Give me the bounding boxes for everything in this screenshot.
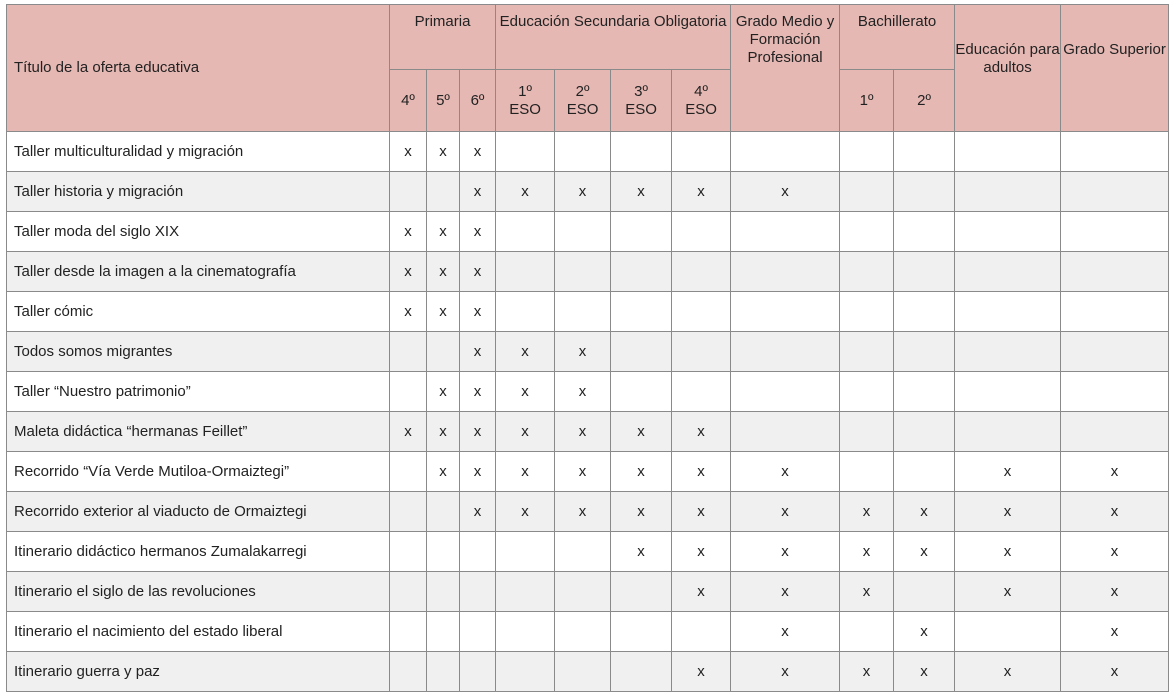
level-cell <box>611 212 672 252</box>
table-row <box>7 532 1169 572</box>
offer-title: Recorrido exterior al viaducto de Ormaiztegi <box>7 492 390 532</box>
level-cell <box>496 612 555 652</box>
availability-mark: x <box>473 263 482 280</box>
level-cell <box>611 132 672 172</box>
level-cell <box>1061 292 1169 332</box>
level-cell <box>1061 212 1169 252</box>
level-cell <box>955 532 1061 572</box>
availability-mark: x <box>439 223 447 240</box>
availability-mark: x <box>637 503 645 520</box>
offer-title: Itinerario el siglo de las revoluciones <box>7 572 390 612</box>
level-cell <box>460 412 496 452</box>
column-header-eso-3: 3º ESO <box>611 70 672 132</box>
availability-mark: x <box>439 423 447 440</box>
level-cell <box>1061 412 1169 452</box>
level-cell <box>390 652 427 692</box>
level-cell <box>894 212 955 252</box>
level-cell <box>460 572 496 612</box>
level-cell <box>955 332 1061 372</box>
offer-title: Itinerario el nacimiento del estado liberal <box>7 612 390 652</box>
level-cell <box>427 412 460 452</box>
table-row <box>7 572 1169 612</box>
level-cell <box>496 332 555 372</box>
level-cell <box>1061 612 1169 652</box>
column-header-eso-4: 4º ESO <box>672 70 731 132</box>
table-row <box>7 172 1169 212</box>
availability-mark: x <box>521 423 529 440</box>
availability-mark: x <box>521 463 529 480</box>
level-cell <box>555 212 611 252</box>
availability-mark: x <box>637 423 645 440</box>
table-row <box>7 652 1169 692</box>
level-cell <box>731 452 840 492</box>
level-cell <box>460 172 496 212</box>
level-cell <box>894 652 955 692</box>
level-cell <box>427 532 460 572</box>
level-cell <box>672 452 731 492</box>
level-cell <box>427 252 460 292</box>
level-cell <box>496 372 555 412</box>
table-row <box>7 412 1169 452</box>
availability-mark: x <box>439 143 447 160</box>
level-cell <box>672 252 731 292</box>
level-cell <box>427 372 460 412</box>
availability-mark: x <box>1110 503 1119 520</box>
level-cell <box>611 412 672 452</box>
availability-mark: x <box>1003 543 1012 560</box>
level-cell <box>672 612 731 652</box>
availability-mark: x <box>697 543 705 560</box>
level-cell <box>840 652 894 692</box>
table-row <box>7 332 1169 372</box>
table-row <box>7 452 1169 492</box>
level-cell <box>955 212 1061 252</box>
level-cell <box>672 372 731 412</box>
availability-mark: x <box>578 183 587 200</box>
availability-mark: x <box>473 303 482 320</box>
level-cell <box>555 252 611 292</box>
level-cell <box>460 292 496 332</box>
level-cell <box>390 412 427 452</box>
availability-mark: x <box>920 503 928 520</box>
availability-mark: x <box>1110 623 1119 640</box>
table-row <box>7 292 1169 332</box>
level-cell <box>731 652 840 692</box>
level-cell <box>427 572 460 612</box>
availability-mark: x <box>521 343 529 360</box>
offer-title: Taller “Nuestro patrimonio” <box>7 372 390 412</box>
level-cell <box>611 652 672 692</box>
availability-mark: x <box>697 663 705 680</box>
offer-title: Taller historia y migración <box>7 172 390 212</box>
level-cell <box>731 172 840 212</box>
level-cell <box>1061 652 1169 692</box>
availability-mark: x <box>473 343 482 360</box>
availability-mark: x <box>781 503 789 520</box>
level-cell <box>460 212 496 252</box>
level-cell <box>955 412 1061 452</box>
level-cell <box>894 372 955 412</box>
level-cell <box>611 172 672 212</box>
column-header-adultos: Educación para adultos <box>955 5 1061 132</box>
level-cell <box>955 572 1061 612</box>
level-cell <box>427 452 460 492</box>
availability-mark: x <box>637 543 645 560</box>
level-cell <box>672 652 731 692</box>
level-cell <box>555 412 611 452</box>
level-cell <box>840 532 894 572</box>
level-cell <box>390 532 427 572</box>
level-cell <box>731 132 840 172</box>
availability-mark: x <box>862 583 871 600</box>
availability-mark: x <box>637 463 645 480</box>
column-header-grado-medio: Grado Medio y Formación Profesional <box>731 5 840 132</box>
availability-mark: x <box>473 223 482 240</box>
level-cell <box>672 332 731 372</box>
level-cell <box>731 532 840 572</box>
level-cell <box>390 132 427 172</box>
level-cell <box>555 532 611 572</box>
level-cell <box>731 372 840 412</box>
level-cell <box>460 332 496 372</box>
availability-mark: x <box>1003 503 1012 520</box>
table-row <box>7 212 1169 252</box>
availability-mark: x <box>697 503 705 520</box>
column-group-eso: Educación Secundaria Obligatoria <box>496 5 731 70</box>
availability-mark: x <box>473 463 482 480</box>
level-cell <box>955 172 1061 212</box>
availability-mark: x <box>781 583 789 600</box>
offer-title: Taller cómic <box>7 292 390 332</box>
level-cell <box>496 412 555 452</box>
level-cell <box>1061 452 1169 492</box>
level-cell <box>894 332 955 372</box>
level-cell <box>460 652 496 692</box>
availability-mark: x <box>781 463 789 480</box>
column-header-bachillerato-2: 2º <box>894 70 955 132</box>
level-cell <box>460 532 496 572</box>
column-header-eso-1: 1º ESO <box>496 70 555 132</box>
level-cell <box>611 332 672 372</box>
level-cell <box>496 532 555 572</box>
level-cell <box>840 172 894 212</box>
level-cell <box>390 452 427 492</box>
column-group-primaria: Primaria <box>390 5 496 70</box>
level-cell <box>894 172 955 212</box>
level-cell <box>672 572 731 612</box>
availability-mark: x <box>781 183 789 200</box>
column-header-eso-2: 2º ESO <box>555 70 611 132</box>
column-header-bachillerato-1: 1º <box>840 70 894 132</box>
availability-mark: x <box>1110 543 1119 560</box>
level-cell <box>894 572 955 612</box>
level-cell <box>731 212 840 252</box>
level-cell <box>672 212 731 252</box>
level-cell <box>894 252 955 292</box>
availability-mark: x <box>439 263 447 280</box>
offer-title: Todos somos migrantes <box>7 332 390 372</box>
level-cell <box>427 212 460 252</box>
availability-mark: x <box>578 463 587 480</box>
offer-title: Itinerario guerra y paz <box>7 652 390 692</box>
level-cell <box>460 452 496 492</box>
availability-mark: x <box>521 183 529 200</box>
availability-mark: x <box>521 383 529 400</box>
offer-title: Taller multiculturalidad y migración <box>7 132 390 172</box>
level-cell <box>955 132 1061 172</box>
availability-mark: x <box>404 223 412 240</box>
level-cell <box>840 332 894 372</box>
level-cell <box>460 492 496 532</box>
availability-mark: x <box>578 423 587 440</box>
availability-mark: x <box>1110 663 1119 680</box>
offer-title: Taller moda del siglo XIX <box>7 212 390 252</box>
level-cell <box>496 172 555 212</box>
table-header <box>7 5 1169 132</box>
level-cell <box>840 252 894 292</box>
level-cell <box>555 332 611 372</box>
level-cell <box>1061 532 1169 572</box>
availability-mark: x <box>521 503 529 520</box>
level-cell <box>731 612 840 652</box>
level-cell <box>555 452 611 492</box>
level-cell <box>894 492 955 532</box>
availability-mark: x <box>404 423 412 440</box>
level-cell <box>731 292 840 332</box>
level-cell <box>427 332 460 372</box>
availability-mark: x <box>473 383 482 400</box>
level-cell <box>840 132 894 172</box>
level-cell <box>840 212 894 252</box>
level-cell <box>840 372 894 412</box>
educational-offer-table <box>6 4 1169 692</box>
table-row <box>7 492 1169 532</box>
availability-mark: x <box>781 663 789 680</box>
availability-mark: x <box>697 423 705 440</box>
level-cell <box>731 492 840 532</box>
availability-mark: x <box>1003 663 1012 680</box>
level-cell <box>390 332 427 372</box>
level-cell <box>427 492 460 532</box>
level-cell <box>496 292 555 332</box>
column-header-primaria-5: 5º <box>427 70 460 132</box>
level-cell <box>1061 572 1169 612</box>
level-cell <box>1061 132 1169 172</box>
level-cell <box>955 612 1061 652</box>
table-row <box>7 132 1169 172</box>
level-cell <box>611 532 672 572</box>
availability-mark: x <box>697 463 705 480</box>
availability-mark: x <box>439 463 447 480</box>
level-cell <box>611 492 672 532</box>
level-cell <box>672 412 731 452</box>
availability-mark: x <box>473 423 482 440</box>
level-cell <box>672 292 731 332</box>
level-cell <box>555 652 611 692</box>
level-cell <box>672 532 731 572</box>
level-cell <box>611 452 672 492</box>
table-row <box>7 252 1169 292</box>
level-cell <box>390 572 427 612</box>
availability-mark: x <box>578 503 587 520</box>
availability-mark: x <box>781 623 789 640</box>
level-cell <box>427 612 460 652</box>
level-cell <box>555 612 611 652</box>
level-cell <box>427 132 460 172</box>
level-cell <box>460 252 496 292</box>
level-cell <box>672 172 731 212</box>
level-cell <box>894 132 955 172</box>
availability-mark: x <box>439 383 447 400</box>
level-cell <box>555 372 611 412</box>
level-cell <box>496 572 555 612</box>
level-cell <box>731 412 840 452</box>
availability-mark: x <box>578 383 587 400</box>
column-header-primaria-6: 6º <box>460 70 496 132</box>
table-row <box>7 612 1169 652</box>
level-cell <box>840 292 894 332</box>
level-cell <box>894 532 955 572</box>
level-cell <box>955 492 1061 532</box>
level-cell <box>460 132 496 172</box>
column-group-bachillerato: Bachillerato <box>840 5 955 70</box>
level-cell <box>672 492 731 532</box>
level-cell <box>672 132 731 172</box>
availability-mark: x <box>1110 463 1119 480</box>
level-cell <box>840 452 894 492</box>
level-cell <box>731 572 840 612</box>
availability-mark: x <box>404 143 412 160</box>
availability-mark: x <box>473 183 482 200</box>
level-cell <box>955 252 1061 292</box>
level-cell <box>390 172 427 212</box>
level-cell <box>955 372 1061 412</box>
level-cell <box>611 372 672 412</box>
offer-title: Maleta didáctica “hermanas Feillet” <box>7 412 390 452</box>
availability-mark: x <box>473 503 482 520</box>
level-cell <box>611 612 672 652</box>
column-header-title: Título de la oferta educativa <box>7 5 390 132</box>
level-cell <box>611 292 672 332</box>
availability-mark: x <box>781 543 789 560</box>
level-cell <box>555 292 611 332</box>
level-cell <box>427 652 460 692</box>
level-cell <box>840 572 894 612</box>
availability-mark: x <box>473 143 482 160</box>
level-cell <box>427 172 460 212</box>
level-cell <box>427 292 460 332</box>
level-cell <box>894 412 955 452</box>
level-cell <box>840 492 894 532</box>
level-cell <box>390 212 427 252</box>
level-cell <box>955 652 1061 692</box>
level-cell <box>390 372 427 412</box>
level-cell <box>496 652 555 692</box>
availability-mark: x <box>920 543 928 560</box>
level-cell <box>1061 332 1169 372</box>
level-cell <box>611 572 672 612</box>
availability-mark: x <box>637 183 645 200</box>
level-cell <box>1061 172 1169 212</box>
level-cell <box>840 612 894 652</box>
level-cell <box>390 292 427 332</box>
level-cell <box>496 252 555 292</box>
level-cell <box>1061 372 1169 412</box>
level-cell <box>955 292 1061 332</box>
availability-mark: x <box>862 503 871 520</box>
availability-mark: x <box>439 303 447 320</box>
level-cell <box>840 412 894 452</box>
availability-mark: x <box>920 623 928 640</box>
level-cell <box>390 492 427 532</box>
level-cell <box>731 332 840 372</box>
availability-mark: x <box>697 583 705 600</box>
level-cell <box>555 172 611 212</box>
level-cell <box>555 572 611 612</box>
offer-title: Itinerario didáctico hermanos Zumalakarregi <box>7 532 390 572</box>
offer-title: Recorrido “Vía Verde Mutiloa-Ormaiztegi” <box>7 452 390 492</box>
availability-mark: x <box>1003 463 1012 480</box>
availability-mark: x <box>404 263 412 280</box>
level-cell <box>496 132 555 172</box>
level-cell <box>731 252 840 292</box>
availability-mark: x <box>862 543 871 560</box>
level-cell <box>894 612 955 652</box>
level-cell <box>496 212 555 252</box>
level-cell <box>496 452 555 492</box>
availability-mark: x <box>578 343 587 360</box>
level-cell <box>460 372 496 412</box>
table-row <box>7 372 1169 412</box>
level-cell <box>955 452 1061 492</box>
level-cell <box>496 492 555 532</box>
availability-mark: x <box>862 663 871 680</box>
level-cell <box>555 492 611 532</box>
level-cell <box>611 252 672 292</box>
availability-mark: x <box>404 303 412 320</box>
level-cell <box>390 252 427 292</box>
level-cell <box>894 292 955 332</box>
column-header-primaria-4: 4º <box>390 70 427 132</box>
level-cell <box>894 452 955 492</box>
level-cell <box>390 612 427 652</box>
offer-title: Taller desde la imagen a la cinematografía <box>7 252 390 292</box>
level-cell <box>1061 492 1169 532</box>
level-cell <box>555 132 611 172</box>
availability-mark: x <box>920 663 928 680</box>
availability-mark: x <box>1110 583 1119 600</box>
availability-mark: x <box>697 183 705 200</box>
level-cell <box>460 612 496 652</box>
level-cell <box>1061 252 1169 292</box>
table-body <box>7 132 1169 692</box>
column-header-grado-superior: Grado Superior <box>1061 5 1169 132</box>
availability-mark: x <box>1003 583 1012 600</box>
